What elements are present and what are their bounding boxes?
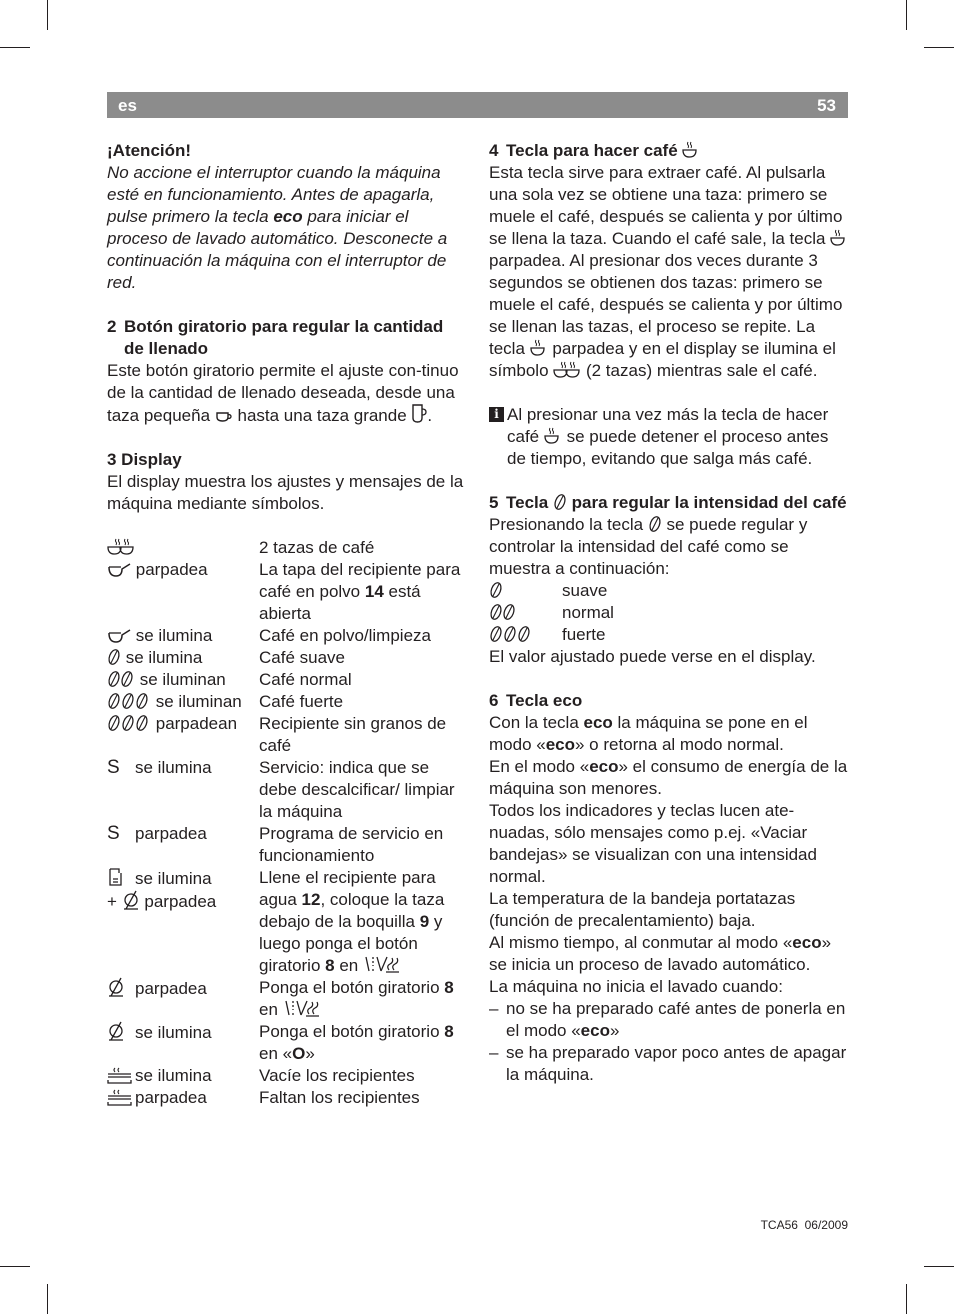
drip-tray-icon [107,1066,135,1084]
info-icon: i [489,407,504,422]
coffee-powder-scoop-icon [107,628,131,644]
section-6-para: La temperatura de la bandeja portatazas (función de precalentamiento) baja. [489,889,796,930]
table-row: suave [489,580,614,602]
attention-text: No accione el interruptor cuando la máquina esté en funcionamiento. Antes de apagarla, pulse primero la tecla eco para iniciar el proceso de lavado automático. Desconecte a continuación la máquina con el interruptor de red. [107,163,448,292]
table-row: se iluminan Café normal [107,669,467,691]
steam-hot-water-icon [363,956,401,974]
display-symbols-table [107,537,467,1109]
table-row: se ilumina Café en polvo/limpieza [107,625,467,647]
crop-mark [924,47,954,48]
two-beans-icon [107,670,135,688]
section-5-footnote: El valor ajustado puede verse en el display. [489,647,816,666]
three-beans-icon [107,692,151,710]
crop-mark [924,1266,954,1267]
left-column [107,140,467,1109]
large-cup-icon [411,404,427,424]
section-2-text: Este botón giratorio permite el ajuste con-tinuo de la cantidad de llenado deseada, desde una taza pequeña hasta una taza grande . [107,361,459,425]
table-row: parpadea Faltan los recipientes [107,1087,467,1109]
steam-nozzle-icon [107,977,135,997]
two-beans-icon [489,603,517,621]
intensity-table [489,580,614,646]
steam-nozzle-icon [122,890,140,910]
section-6-para: Con la tecla eco la máquina se pone en el modo «eco» o retorna al modo normal. [489,713,808,754]
section-4-text: Esta tecla sirve para extraer café. Al pulsarla una sola vez se obtiene una taza: primero se muele el café, después se calienta y por último se llena la taza. Cuando el café sale, la tecla parpadea. Al presionar dos veces durante 3 segundos se obtienen dos tazas: primero se muele el café, después se calienta y por último se llenan las tazas, el proceso se repite. La tecla parpadea y en el display se ilumina el símbolo (2 tazas) mientras sale el café. [489,162,851,382]
table-row: se ilumina Vacíe los recipientes [107,1065,467,1087]
page-footer [761,1214,848,1236]
crop-mark [47,0,48,30]
two-cups-icon [107,538,135,556]
three-beans-icon [489,625,533,643]
table-row: parpadea Ponga el botón giratorio 8 en [107,977,467,1021]
model-code: TCA56 [760,1218,798,1232]
table-row: normal [489,602,614,624]
bean-icon [648,515,662,533]
right-column [489,140,851,1086]
section-3-text: El display muestra los ajustes y mensajes de la máquina mediante símbolos. [107,472,464,513]
table-row: parpadea La tapa del recipiente para café en polvo 14 está abierta [107,559,467,625]
bean-icon [107,648,121,666]
coffee-powder-scoop-icon [107,562,131,578]
section-5-heading: 5 Tecla para regular la intensidad del café [489,493,847,512]
bean-icon [489,581,503,599]
table-row: se ilumina Café suave [107,647,467,669]
crop-mark [906,0,907,30]
coffee-cup-icon [544,427,562,445]
service-icon: S [107,757,120,778]
crop-mark [906,1284,907,1314]
section-5-text: Presionando la tecla se puede regular y controlar la intensidad del café como se muestra a continuación: [489,515,808,578]
table-row: fuerte [489,624,614,646]
edition-date: 06/2009 [804,1218,848,1232]
drip-tray-icon [107,1088,135,1106]
section-6-para: La máquina no inicia el lavado cuando: [489,977,783,996]
three-beans-icon [107,714,151,732]
language-code: es [118,96,137,115]
attention-title: ¡Atención! [107,141,192,160]
table-row: S se ilumina Servicio: indica que se debe descalcificar/ limpiar la máquina [107,757,455,821]
section-6-heading: 6 Tecla eco [489,691,583,710]
section-2-heading: 2 Botón giratorio para regular la cantidad de llenado [107,317,444,358]
section-6-para: En el modo «eco» el consumo de energía de la máquina son menores. [489,757,848,798]
info-note: i Al presionar una vez más la tecla de hacer café se puede detener el proceso antes de tiempo, evitando que salga más café. [489,404,851,470]
steam-nozzle-icon [107,1021,135,1041]
coffee-cup-icon [682,141,700,159]
table-row: se ilumina + parpadea Llene el recipiente para agua 12, coloque la taza debajo de la boquilla 9 y luego ponga el botón giratorio 8 en [107,868,445,975]
crop-mark [0,1266,30,1267]
bean-icon [553,493,567,511]
table-row: se iluminan Café fuerte [107,691,467,713]
two-cups-icon [553,361,581,379]
steam-hot-water-icon [283,1000,321,1018]
section-4-heading: 4 Tecla para hacer café [489,140,851,162]
list-item: – se ha preparado vapor poco antes de apagar la máquina. [489,1043,847,1084]
table-row: 2 tazas de café [107,537,467,559]
page-header [107,92,848,118]
crop-mark [0,47,30,48]
table-row: se ilumina Ponga el botón giratorio 8 en «O» [107,1021,467,1065]
section-6-para: Al mismo tiempo, al conmutar al modo «eco» se inicia un proceso de lavado automático. [489,933,832,974]
list-item: – no se ha preparado café antes de ponerla en el modo «eco» [489,999,846,1040]
crop-mark [47,1284,48,1314]
table-row: parpadean Recipiente sin granos de café [107,713,467,757]
table-row: S parpadea Programa de servicio en funcionamiento [107,823,444,865]
water-tank-icon [107,867,135,887]
coffee-cup-icon [530,339,548,357]
page-number: 53 [817,96,836,115]
service-icon: S [107,823,120,844]
section-3-heading: 3 Display [107,450,182,469]
small-cup-icon [215,410,233,424]
section-6-para: Todos los indicadores y teclas lucen ate-nuadas, sólo mensajes como p.ej. «Vaciar bandejas» se visualizan con una intensidad normal. [489,801,817,886]
coffee-cup-icon [830,229,848,247]
